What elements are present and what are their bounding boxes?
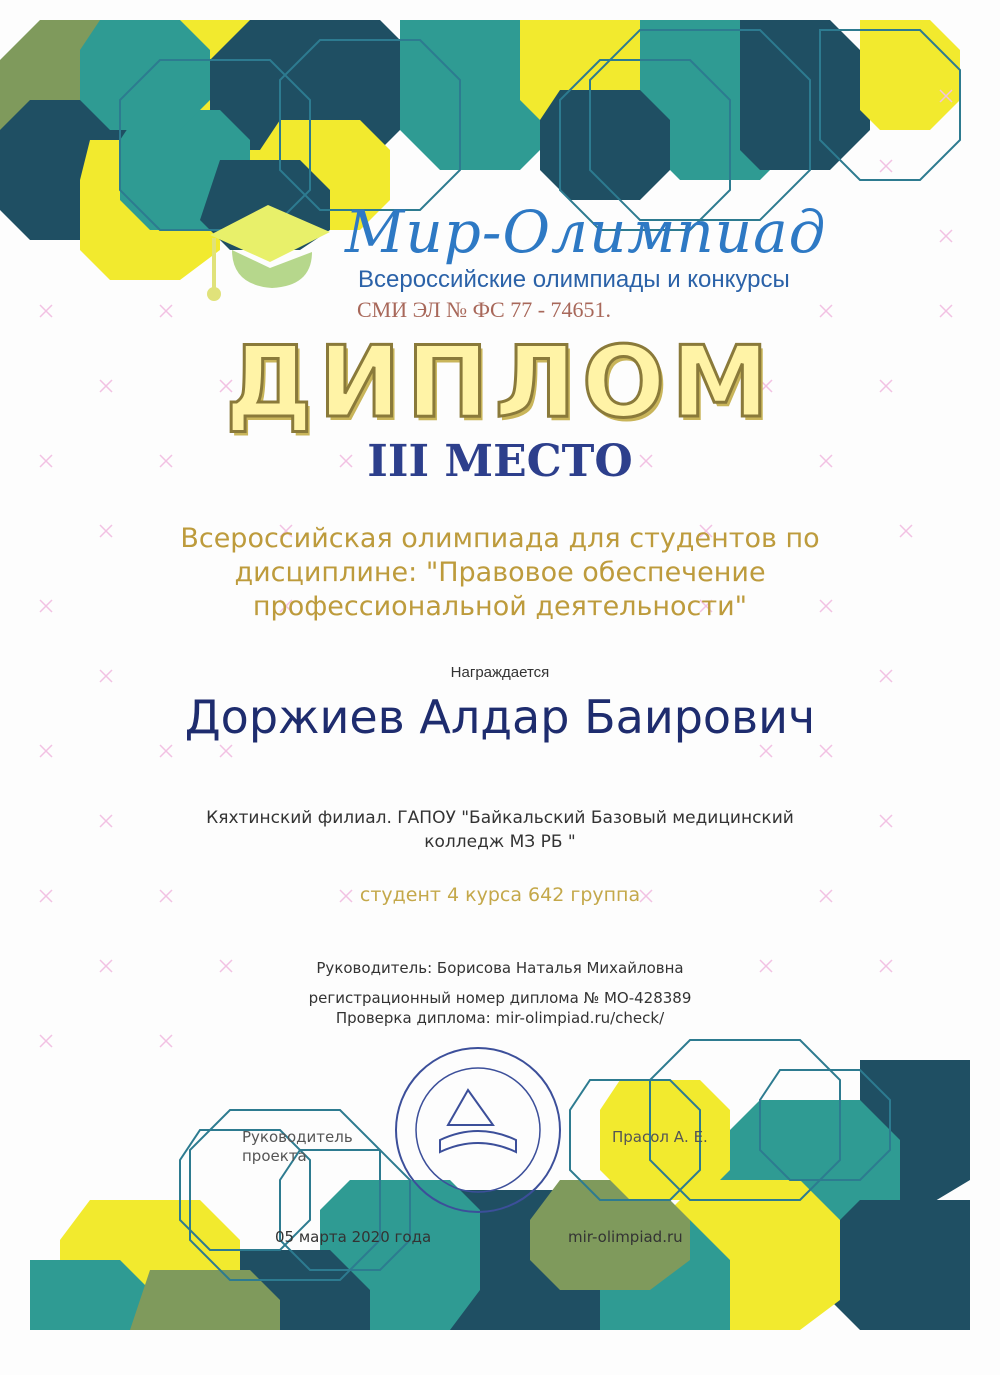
media-registration: СМИ ЭЛ № ФС 77 - 74651. [357,297,612,322]
project-head-label [242,1128,353,1166]
site-url: mir-olimpiad.ru [568,1228,683,1246]
logo-tagline: Всероссийские олимпиады и конкурсы [358,266,790,293]
logo-name: Мир-Олимпиад [345,198,827,266]
organization [0,806,1000,854]
supervisor: Руководитель: Борисова Наталья Михайловна [316,959,684,977]
olympiad-line: профессиональной деятельности" [252,591,748,622]
registration-number: регистрационный номер диплома № МО-428389 [308,989,692,1007]
diploma-title: ДИПЛОМ [225,326,775,440]
organization-line: Кяхтинский филиал. ГАПОУ "Байкальский Базовый медицинский [206,808,794,828]
student-info: студент 4 курса 642 группа [359,884,641,906]
project-head-name: Прасол А. Е. [612,1128,708,1146]
project-head-label-line: Руководитель [242,1128,353,1146]
round-stamp [396,1048,560,1212]
place-label: III МЕСТО [367,436,633,487]
recipient-name: Доржиев Алдар Баирович [184,690,816,744]
olympiad-line: Всероссийская олимпиада для студентов по [180,523,820,554]
awarded-label: Награждается [450,664,550,681]
diploma-check: Проверка диплома: mir-olimpiad.ru/check/ [335,1009,665,1027]
issue-date: 05 марта 2020 года [275,1228,432,1246]
bottom-octagon-cluster [30,1040,970,1330]
project-head-label-line: проекта [242,1147,307,1165]
olympiad-name [0,522,1000,624]
olympiad-line: дисциплине: "Правовое обеспечение [234,557,766,588]
organization-line: колледж МЗ РБ " [424,832,576,852]
